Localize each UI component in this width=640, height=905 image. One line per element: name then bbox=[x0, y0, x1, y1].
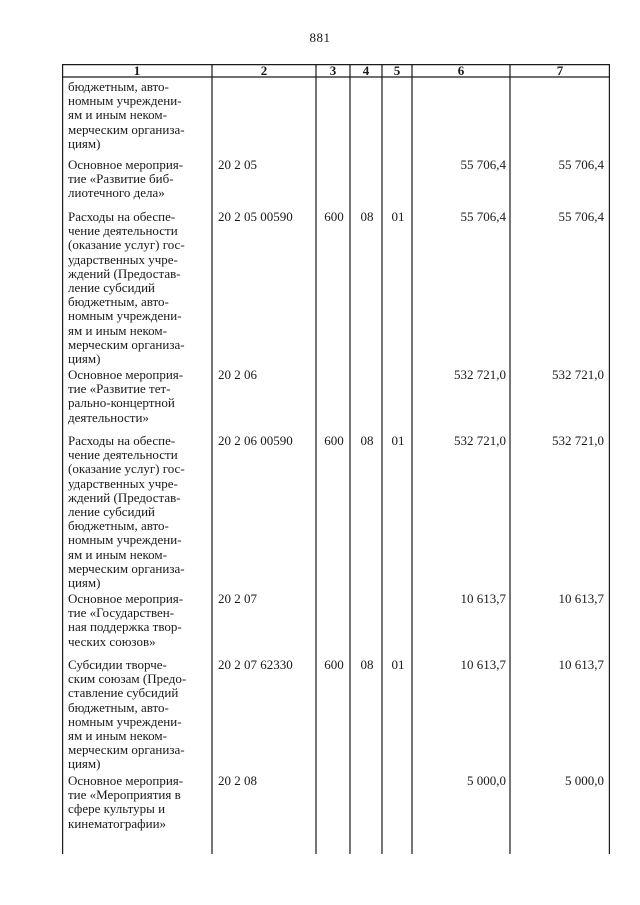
row-col3: 600 bbox=[324, 657, 344, 672]
row-amount-col6: 532 721,0 bbox=[454, 433, 506, 448]
header-col-1: 1 bbox=[133, 63, 141, 78]
row-name: Расходы на обеспе- чение деятельности (оказание услуг) гос- ударственных учре- ждений (Предостав- ление субсидий бюджетным, авто- номным учреждени- ям и иным неком- мерческим организа- циям) bbox=[68, 433, 185, 591]
row-col4: 08 bbox=[360, 657, 374, 672]
row-amount-col7: 5 000,0 bbox=[565, 773, 604, 788]
row-amount-col6: 55 706,4 bbox=[460, 157, 506, 172]
row-amount-col7: 55 706,4 bbox=[558, 209, 604, 224]
budget-table bbox=[62, 64, 610, 864]
row-amount-col6: 5 000,0 bbox=[467, 773, 506, 788]
header-col-7: 7 bbox=[556, 63, 564, 78]
row-col4: 08 bbox=[360, 433, 374, 448]
row-col4: 08 bbox=[360, 209, 374, 224]
row-code: 20 2 07 62330 bbox=[218, 657, 293, 672]
row-name: бюджетным, авто- номным учреждени- ям и иным неком- мерческим организа- циям) bbox=[68, 79, 185, 151]
header-col-4: 4 bbox=[362, 63, 370, 78]
row-amount-col7: 10 613,7 bbox=[558, 591, 604, 606]
row-amount-col7: 532 721,0 bbox=[552, 367, 604, 382]
row-name: Субсидии творче- ским союзам (Предо- ставление субсидий бюджетным, авто- номным учреждени- ям и иным неком- мерческим организа- циям) bbox=[68, 657, 187, 772]
header-col-3: 3 bbox=[329, 63, 337, 78]
row-amount-col6: 10 613,7 bbox=[460, 591, 506, 606]
header-col-2: 2 bbox=[260, 63, 268, 78]
row-amount-col7: 55 706,4 bbox=[558, 157, 604, 172]
row-amount-col6: 55 706,4 bbox=[460, 209, 506, 224]
row-amount-col7: 10 613,7 bbox=[558, 657, 604, 672]
row-col5: 01 bbox=[391, 657, 405, 672]
row-code: 20 2 07 bbox=[218, 591, 257, 606]
row-code: 20 2 05 bbox=[218, 157, 257, 172]
row-amount-col6: 10 613,7 bbox=[460, 657, 506, 672]
row-col5: 01 bbox=[391, 209, 405, 224]
row-name: Основное мероприя- тие «Развитие биб- лиотечного дела» bbox=[68, 157, 184, 201]
row-name: Основное мероприя- тие «Государствен- ная поддержка твор- ческих союзов» bbox=[68, 591, 184, 649]
row-code: 20 2 08 bbox=[218, 773, 257, 788]
row-code: 20 2 05 00590 bbox=[218, 209, 293, 224]
header-col-6: 6 bbox=[457, 63, 465, 78]
row-code: 20 2 06 bbox=[218, 367, 257, 382]
row-col3: 600 bbox=[324, 209, 344, 224]
row-name: Расходы на обеспе- чение деятельности (оказание услуг) гос- ударственных учре- ждений (Предостав- ление субсидий бюджетным, авто- номным учреждени- ям и иным неком- мерческим организа- циям) bbox=[68, 209, 185, 367]
row-amount-col7: 532 721,0 bbox=[552, 433, 604, 448]
row-col5: 01 bbox=[391, 433, 405, 448]
page-number: 881 bbox=[309, 30, 331, 45]
header-col-5: 5 bbox=[393, 63, 401, 78]
row-name: Основное мероприя- тие «Мероприятия в сфере культуры и кинематографии» bbox=[68, 773, 184, 831]
row-col3: 600 bbox=[324, 433, 344, 448]
row-amount-col6: 532 721,0 bbox=[454, 367, 506, 382]
row-name: Основное мероприя- тие «Развитие тет- рально-концертной деятельности» bbox=[68, 367, 184, 425]
row-code: 20 2 06 00590 bbox=[218, 433, 293, 448]
